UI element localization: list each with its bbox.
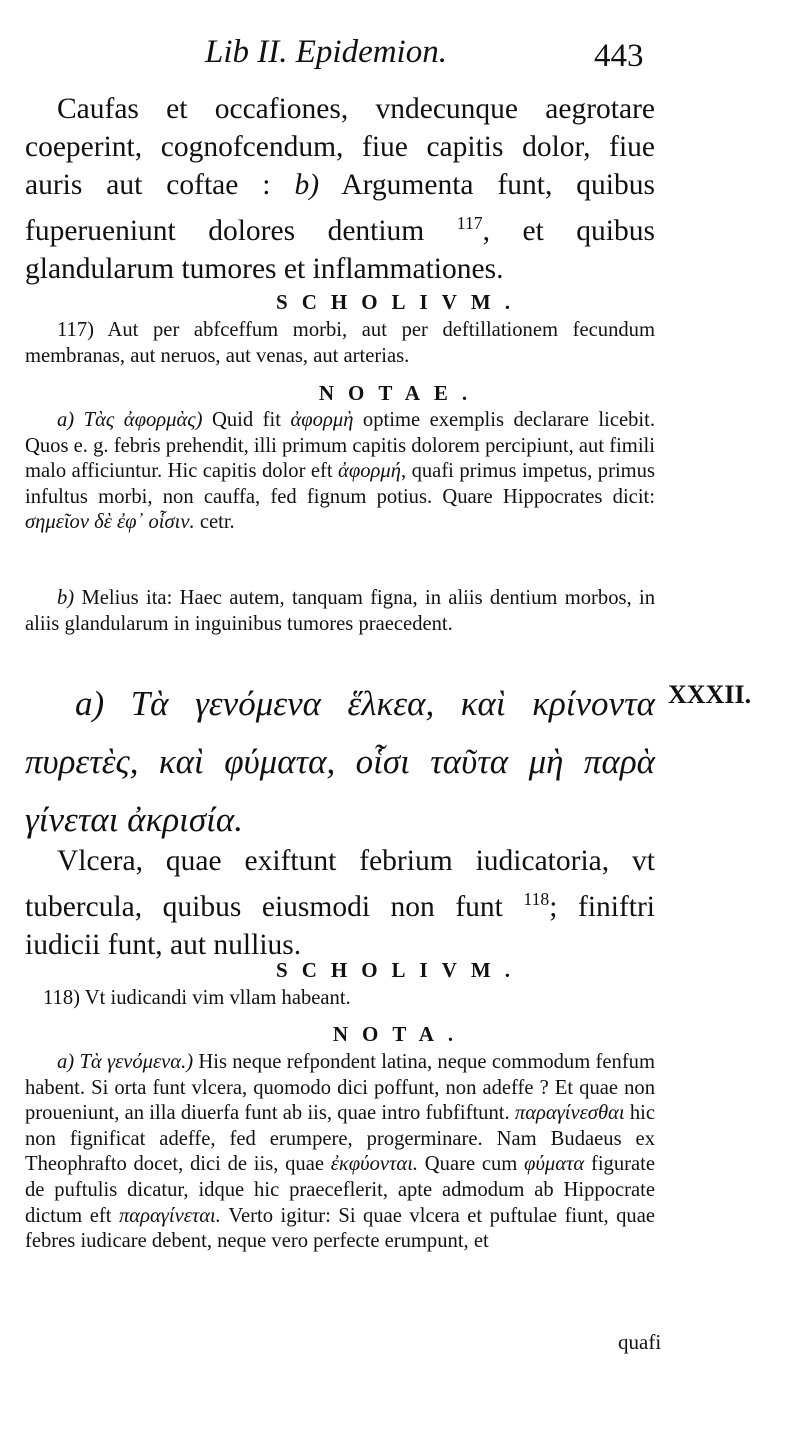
latin-translation — [25, 842, 655, 964]
greek-aphorism-text: Τὰ γενόμενα ἕλκεα, καὶ κρίνοντα πυρετὲς, καὶ φύματα, οἷσι ταῦτα μὴ παρὰ γίνεται ἀκρισία. — [25, 684, 655, 839]
notae-a-text-2: optime exemplis declarare licebit. Quos e. g. febris prehendit, illi primum capitis dolorem percipiunt, aut fimili malo afficiuntur. Hic capitis dolor eft — [25, 409, 655, 483]
notae-b-paragraph — [25, 586, 655, 637]
notae-a-text-1: Quid fit — [202, 409, 291, 431]
latin-translation-a: Vlcera, quae exiftunt febrium iudicatoria, vt tubercula, quibus eiusmodi non funt — [25, 845, 655, 923]
nota-label: a) — [57, 1051, 75, 1073]
notae-a-label: a) — [57, 409, 75, 431]
scholium-1-body: Aut per abfceffum morbi, aut per deftillationem fecundum membranas, aut neruos, aut venas, aut arterias. — [25, 319, 655, 367]
page-number: 443 — [594, 38, 644, 74]
intro-text-b: Argumenta funt, quibus fuperueniunt dolores dentium — [25, 169, 655, 247]
section-margin-number: XXXII. — [668, 680, 752, 709]
catchword: quafi — [618, 1330, 662, 1354]
scholium-2-number: 118) — [43, 987, 80, 1009]
notae-a-text-4: cetr. — [194, 511, 235, 534]
nota-greek-4: φύματα — [524, 1153, 585, 1176]
nota-greek-3: ἐκφύονται. — [330, 1153, 419, 1176]
scholium-heading-1: SCHOLIVM. — [276, 290, 524, 314]
running-title: Lib II. Epidemion. — [205, 34, 447, 70]
footnote-ref-118: 118 — [523, 889, 550, 909]
intro-paragraph — [25, 90, 655, 288]
notae-a-greek: Τὰς ἀφορμὰς) — [74, 409, 203, 431]
scholium-heading-2: SCHOLIVM. — [276, 958, 524, 982]
intro-b-label: b) — [294, 169, 320, 201]
nota-text-2: hic non fignificat adeffe, fed erumpere, progerminare. Nam Budaeus ex Theophrafto docet, dici de iis, quae — [25, 1102, 655, 1176]
notae-a-text-3: , quafi primus impetus, primus infultus morbi, non cauffa, fed fignum potius. Quare Hippocrates dicit: — [25, 460, 655, 508]
notae-a-paragraph — [25, 408, 655, 536]
intro-text-a: Caufas et occafiones, vndecunque aegrotare coeperint, cognofcendum, fiue capitis dolor, fiue auris aut coftae : — [25, 93, 655, 201]
nota-text-4: figurate de puftulis dicatur, idque hic praeceflerit, apte admodum ab Hippocrate dictum eft — [25, 1153, 656, 1227]
notae-a-greek-2: ἀφορμὴ — [290, 409, 354, 431]
scholium-2-text — [43, 986, 655, 1012]
greek-aphorism-label: a) — [75, 684, 105, 723]
footnote-ref-117: 117 — [456, 213, 483, 233]
notae-a-greek-4: σημεῖον δὲ ἐφ᾽ οἷσιν. — [25, 511, 195, 534]
nota-paragraph — [25, 1050, 655, 1255]
nota-heading: NOTA. — [332, 1022, 468, 1046]
nota-text-1: His neque refpondent latina, neque commodum fenfum habent. Si orta funt vlcera, quomodo dici poffunt, non adeffe ? Et quae non proueniunt, an illa diuerfa funt ab iis, quae intro fubfiftunt. — [25, 1051, 655, 1125]
notae-a-greek-3: ἀφορμή — [338, 460, 401, 483]
nota-greek-1: Τὰ γενόμενα.) — [74, 1051, 194, 1073]
nota-text-5: Verto igitur: Si quae vlcera et puftulae fiunt, quae febres iudicare debent, neque vero perfecte erumpunt, et — [25, 1204, 655, 1253]
notae-b-text: Melius ita: Haec autem, tanquam figna, in aliis dentium morbos, in aliis glandularum in inguinibus tumores praecedent. — [25, 587, 655, 635]
nota-text-3: Quare cum — [418, 1153, 525, 1176]
greek-aphorism — [25, 675, 655, 849]
nota-greek-5: παραγίνεται. — [118, 1204, 221, 1227]
intro-text-c: , et quibus glandularum tumores et inflammationes. — [25, 214, 655, 285]
scholium-1-number: 117) — [57, 319, 94, 341]
notae-b-label: b) — [57, 587, 75, 609]
scholium-1-text — [25, 318, 655, 369]
latin-translation-b: ; finiftri iudicii funt, aut nullius. — [25, 890, 655, 961]
notae-heading: NOTAE. — [318, 381, 482, 405]
scholium-2-body: Vt iudicandi vim vllam habeant. — [79, 987, 351, 1009]
page-header — [0, 30, 800, 80]
nota-greek-2: παραγίνεσθαι — [514, 1102, 625, 1125]
